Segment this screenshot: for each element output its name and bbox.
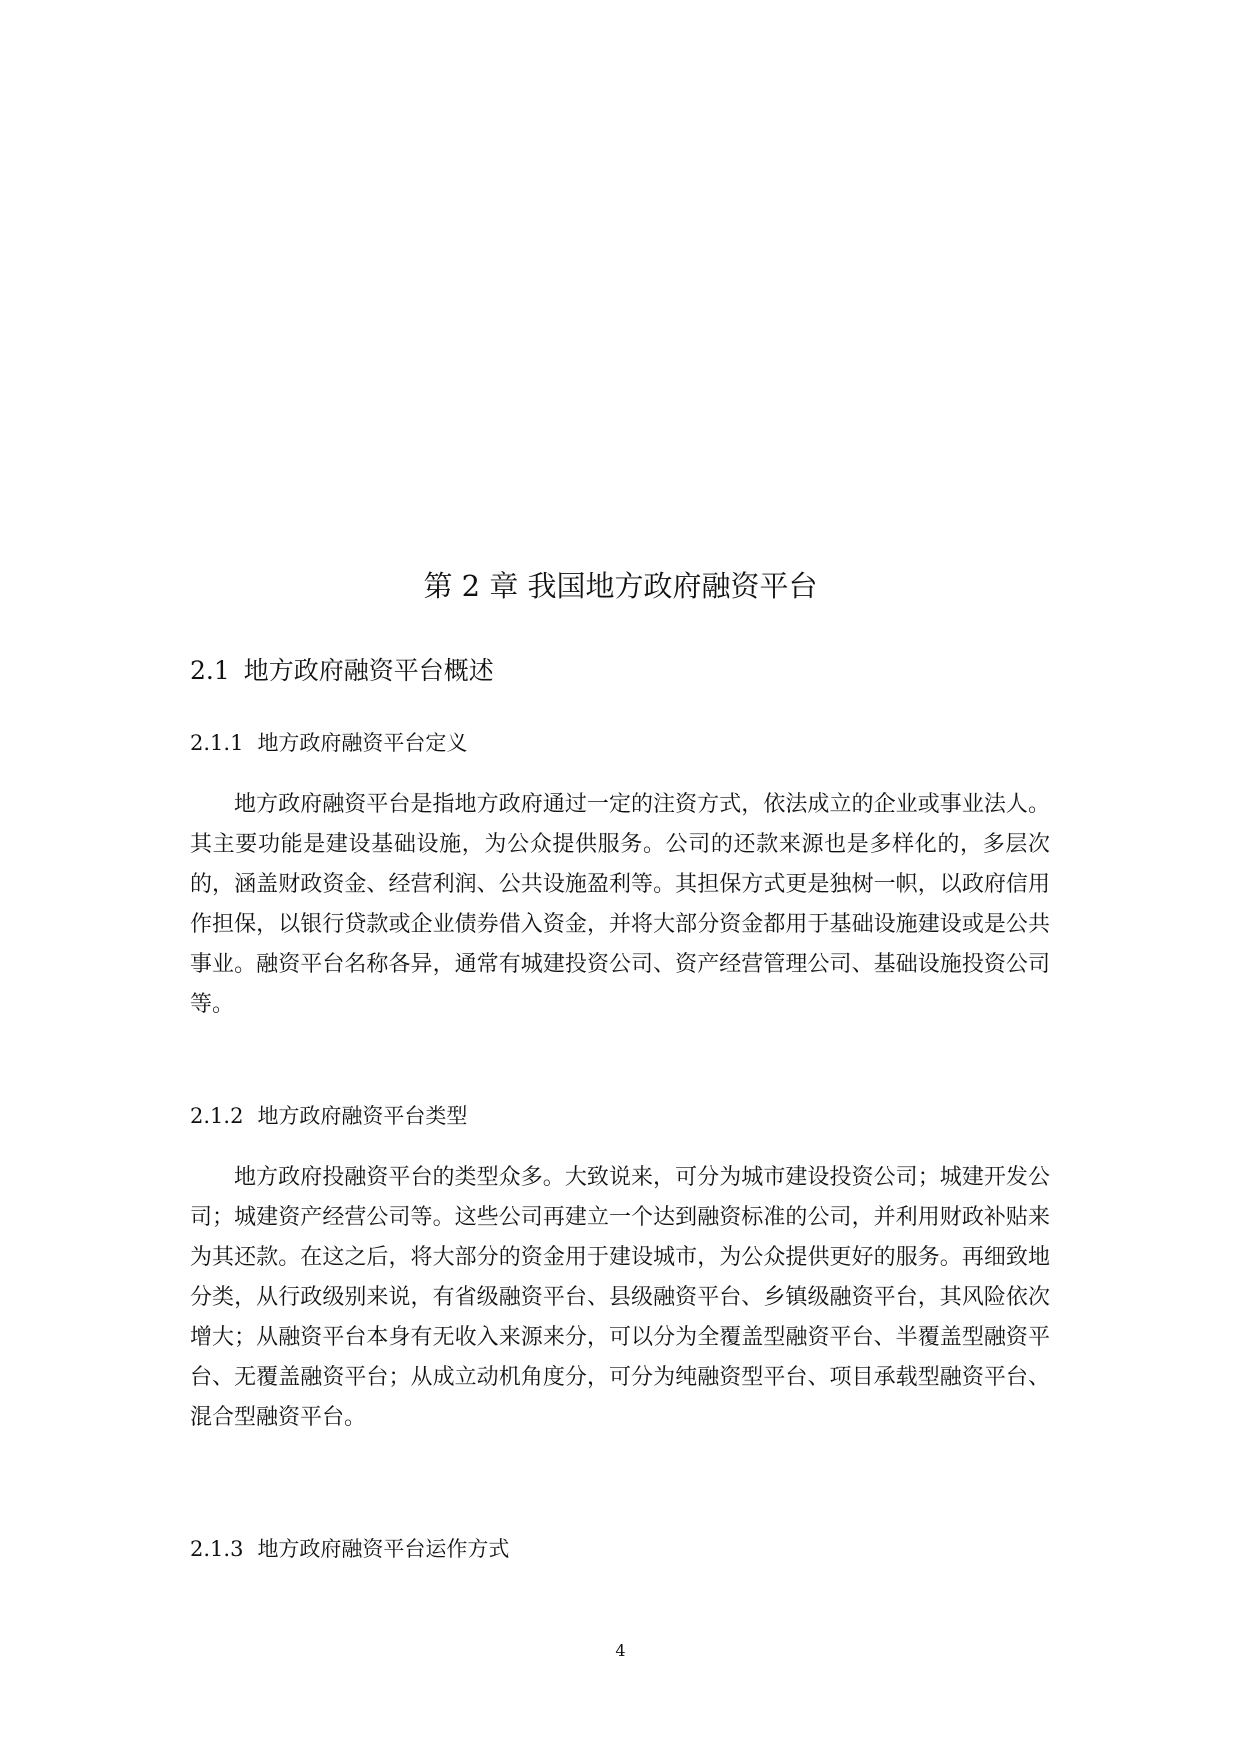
subsection-number: 2.1.3 xyxy=(190,1537,244,1561)
chapter-title: 第 2 章 我国地方政府融资平台 xyxy=(423,569,818,603)
section-number: 2.1 xyxy=(190,656,230,685)
subsection-title: 地方政府融资平台运作方式 xyxy=(257,1537,510,1561)
subsection-title: 地方政府融资平台类型 xyxy=(257,1104,468,1128)
body-paragraph-types: 地方政府投融资平台的类型众多。大致说来，可分为城市建设投资公司；城建开发公司；城建资产经营公司等。这些公司再建立一个达到融资标准的公司，并利用财政补贴来为其还款。在这之后，将大部分的资金用于建设城市，为公众提供更好的服务。再细致地分类，从行政级别来说，有省级融资平台、县级融资平台、乡镇级融资平台，其风险依次增大；从融资平台本身有无收入来源来分，可以分为全覆盖型融资平台、半覆盖型融资平台、无覆盖融资平台；从成立动机角度分，可分为纯融资型平台、项目承载型融资平台、混合型融资平台。 xyxy=(190,1165,1050,1430)
section-heading-2-1 xyxy=(190,653,494,689)
subsection-number: 2.1.2 xyxy=(190,1104,244,1128)
subsection-number: 2.1.1 xyxy=(190,731,244,755)
subsection-heading-2-1-3 xyxy=(190,1533,509,1565)
subsection-title: 地方政府融资平台定义 xyxy=(257,731,468,755)
page-number: 4 xyxy=(615,1641,626,1660)
subsection-heading-2-1-1 xyxy=(190,727,467,759)
body-paragraph-definition: 地方政府融资平台是指地方政府通过一定的注资方式，依法成立的企业或事业法人。其主要功能是建设基础设施，为公众提供服务。公司的还款来源也是多样化的，多层次的，涵盖财政资金、经营利润、公共设施盈利等。其担保方式更是独树一帜，以政府信用作担保，以银行贷款或企业债券借入资金，并将大部分资金都用于基础设施建设或是公共事业。融资平台名称各异，通常有城建投资公司、资产经营管理公司、基础设施投资公司等。 xyxy=(190,792,1050,1017)
section-title: 地方政府融资平台概述 xyxy=(243,656,494,685)
subsection-heading-2-1-2 xyxy=(190,1100,467,1132)
